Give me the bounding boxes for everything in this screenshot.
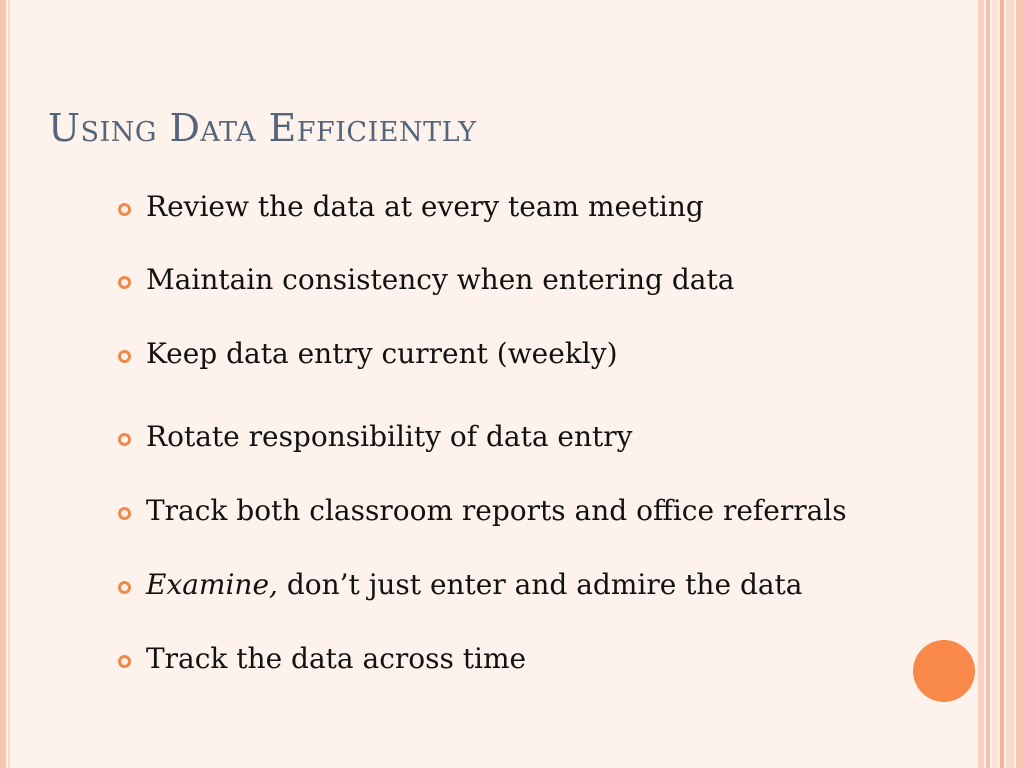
left-border-inner: [8, 0, 10, 768]
right-stripe-5: [1006, 0, 1014, 768]
slide-title: Using Data Efficiently: [48, 106, 477, 150]
bullet-text: [146, 263, 734, 296]
bullet-text: [146, 642, 526, 675]
bullet-circle-icon: [118, 581, 131, 594]
bullet-text: [146, 568, 803, 601]
left-border: [0, 0, 6, 768]
bullet-label: Keep data entry current (weekly): [146, 337, 618, 370]
bullet-label: Review the data at every team meeting: [146, 190, 704, 223]
bullet-label: Track the data across time: [146, 642, 527, 675]
bullet-label: Maintain consistency when entering data: [146, 263, 735, 296]
bullet-label: don’t just enter and admire the data: [277, 568, 803, 601]
right-stripe-1: [978, 0, 984, 768]
bullet-label: Track both classroom reports and office referrals: [146, 494, 847, 527]
bullet-circle-icon: [118, 507, 131, 520]
bullet-emphasis: Examine,: [146, 568, 278, 601]
bullet-circle-icon: [118, 350, 131, 363]
bullet-text: [146, 494, 847, 527]
bullet-label: Rotate responsibility of data entry: [146, 420, 633, 453]
bullet-circle-icon: [118, 655, 131, 668]
right-stripe-2: [986, 0, 990, 768]
right-stripe-3: [992, 0, 998, 768]
right-stripe-4: [1000, 0, 1004, 768]
bullet-text: [146, 190, 704, 223]
bullet-circle-icon: [118, 203, 131, 216]
decorative-orange-circle: [913, 640, 975, 702]
bullet-text: [146, 337, 618, 370]
bullet-circle-icon: [118, 276, 131, 289]
bullet-text: [146, 420, 632, 453]
bullet-circle-icon: [118, 433, 131, 446]
right-stripe-6: [1016, 0, 1024, 768]
